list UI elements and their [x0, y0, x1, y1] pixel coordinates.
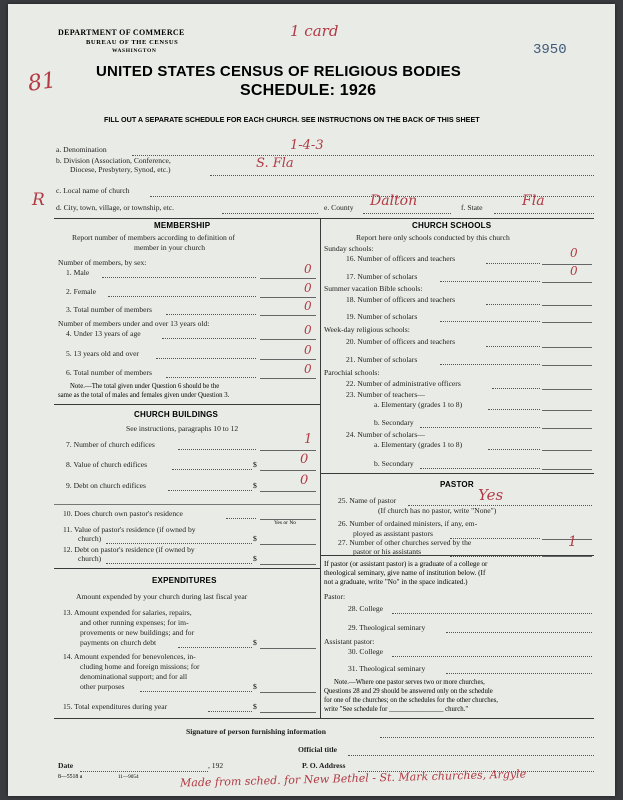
q14-field[interactable]: [260, 680, 316, 693]
local-name-label: c. Local name of church: [56, 186, 130, 195]
q17-label: 17. Number of scholars: [346, 272, 418, 281]
q23-label: 23. Number of teachers—: [346, 390, 425, 399]
q18-leader: [486, 304, 540, 305]
po-address-label: P. O. Address: [302, 761, 346, 770]
summer-schools-label: Summer vacation Bible schools:: [324, 284, 423, 293]
q11-label: 11. Value of pastor's residence (if owned by: [63, 525, 196, 534]
q7-label: 7. Number of church edifices: [66, 440, 155, 449]
q24b-label: b. Secondary: [374, 459, 414, 468]
schools-intro: Report here only schools conducted by this church: [356, 233, 510, 242]
q24a-leader: [488, 449, 540, 450]
graduate-intro-3: not a graduate, write "No" in the space indicated.): [324, 578, 468, 586]
q15-dollar: $: [253, 702, 257, 711]
q23b-leader: [420, 427, 540, 428]
signature-label: Signature of person furnishing information: [186, 727, 326, 736]
q16-field[interactable]: [542, 252, 592, 265]
q20-leader: [486, 346, 540, 347]
denomination-line: [132, 155, 594, 156]
division-value: S. Fla: [256, 156, 294, 171]
q25-note: (If church has no pastor, write "None"): [378, 506, 497, 515]
state-label: f. State: [461, 203, 483, 212]
q24b-field[interactable]: [542, 457, 592, 470]
q23a-leader: [488, 409, 540, 410]
q18-label: 18. Number of officers and teachers: [346, 295, 456, 304]
q17-field[interactable]: [542, 270, 592, 283]
q23a-label: a. Elementary (grades 1 to 8): [374, 400, 463, 409]
q16-label: 16. Number of officers and teachers: [346, 254, 456, 263]
rule-residence: [54, 504, 320, 505]
q9-dollar: $: [253, 481, 257, 490]
q14-line-4: other purposes: [80, 682, 125, 691]
bottom-rule: [54, 718, 594, 719]
q9-value: 0: [300, 473, 309, 488]
q26-label: 26. Number of ordained ministers, if any, em-: [338, 519, 478, 528]
q26-label-2: ployed as assistant pastors: [353, 529, 433, 538]
county-line: [363, 213, 451, 214]
q21-field[interactable]: [542, 353, 592, 366]
membership-note: Note.—The total given under Question 6 should be the: [70, 383, 220, 390]
date-field[interactable]: [80, 771, 208, 772]
members-by-sex-label: Number of members, by sex:: [58, 258, 147, 267]
q14-leader: [140, 691, 252, 692]
graduate-intro-2: theological seminary, give name of institution below. (If: [324, 569, 486, 577]
q5-leader: [156, 358, 256, 359]
weekday-schools-label: Week-day religious schools:: [324, 325, 410, 334]
q3-leader: [166, 314, 256, 315]
city-line: [222, 213, 318, 214]
city-label: WASHINGTON: [112, 48, 157, 54]
q27-field[interactable]: [542, 544, 592, 557]
q19-field[interactable]: [542, 310, 592, 323]
pastor-note: Note.—Where one pastor serves two or more churches,: [334, 679, 485, 686]
members-by-age-label: Number of members under and over 13 years old:: [58, 319, 210, 328]
q1-leader: [102, 277, 256, 278]
membership-intro-2: member in your church: [134, 243, 206, 252]
q15-label: 15. Total expenditures during year: [63, 702, 168, 711]
q23a-field[interactable]: [542, 398, 592, 411]
q23b-field[interactable]: [542, 416, 592, 429]
q2-value: 0: [304, 281, 312, 295]
q22-label: 22. Number of administrative officers: [346, 379, 461, 388]
buildings-intro: See instructions, paragraphs 10 to 12: [126, 424, 239, 433]
q24a-field[interactable]: [542, 438, 592, 451]
q27-label: 27. Number of other churches served by the: [338, 538, 472, 547]
q27-leader: [450, 556, 540, 557]
pastor-note-4: write "See schedule for ________________ church.": [324, 706, 469, 713]
q9-leader: [168, 490, 252, 491]
expenditures-intro: Amount expended by your church during last fiscal year: [76, 592, 248, 601]
denomination-value: 1-4-3: [290, 138, 324, 153]
expenditures-heading: EXPENDITURES: [152, 576, 217, 585]
membership-heading: MEMBERSHIP: [154, 221, 211, 230]
bureau-label: BUREAU OF THE CENSUS: [86, 39, 179, 46]
form-number: 8—5518 a: [58, 774, 83, 780]
q2-leader: [108, 296, 256, 297]
q8-label: 8. Value of church edifices: [66, 460, 148, 469]
q19-leader: [440, 321, 540, 322]
q14-line-2: cluding home and foreign missions; for: [80, 662, 200, 671]
q29-label: 29. Theological seminary: [348, 623, 426, 632]
state-line: [494, 213, 594, 214]
q10-leader: [226, 518, 256, 519]
q27-label-2: pastor or his assistants: [353, 547, 422, 556]
q12-label-2: church): [78, 554, 102, 563]
county-value: Dalton: [370, 193, 418, 209]
membership-intro: Report number of members according to definition of: [72, 233, 236, 242]
rule-buildings: [54, 404, 320, 405]
q10-label: 10. Does church own pastor's residence: [63, 509, 183, 518]
buildings-heading: CHURCH BUILDINGS: [134, 410, 219, 419]
q17-value: 0: [570, 264, 578, 278]
q13-leader: [178, 647, 252, 648]
q4-leader: [162, 338, 256, 339]
q13-line-3: provements or new buildings; and for: [80, 628, 195, 637]
q14-line-3: denominational support; and for all: [80, 672, 188, 681]
q24b-leader: [420, 468, 540, 469]
print-number: 11—9054: [118, 774, 139, 780]
q8-leader: [172, 469, 252, 470]
q25-value: Yes: [478, 486, 504, 504]
q8-value: 0: [300, 452, 309, 467]
q12-label: 12. Debt on pastor's residence (if owned by: [63, 545, 195, 554]
q22-field[interactable]: [542, 377, 592, 390]
q14-dollar: $: [253, 682, 257, 691]
q15-field[interactable]: [260, 700, 316, 713]
q21-leader: [440, 364, 540, 365]
q24a-label: a. Elementary (grades 1 to 8): [374, 440, 463, 449]
q6-value: 0: [304, 362, 312, 376]
q11-dollar: $: [253, 534, 257, 543]
q23b-label: b. Secondary: [374, 418, 414, 427]
q1-label: 1. Male: [66, 268, 90, 277]
q8-dollar: $: [253, 460, 257, 469]
hand-r-mark: R: [32, 190, 45, 210]
q25-label: 25. Name of pastor: [338, 496, 397, 505]
q12-leader: [106, 563, 252, 564]
q12-dollar: $: [253, 554, 257, 563]
q2-label: 2. Female: [66, 287, 96, 296]
instruction-line: FILL OUT A SEPARATE SCHEDULE FOR EACH CHURCH. SEE INSTRUCTIONS ON THE BACK OF THIS SHEET: [104, 115, 480, 124]
schools-heading: CHURCH SCHOOLS: [412, 221, 492, 230]
official-title-label: Official title: [298, 745, 338, 754]
q31-field[interactable]: [446, 673, 592, 674]
date-label: Date: [58, 761, 74, 770]
pastor-note-3: for one of the churches; on the schedules for the other churches,: [324, 697, 499, 704]
division-line: [210, 175, 594, 176]
division-label: b. Division (Association, Conference,: [56, 156, 171, 165]
q26-field[interactable]: [542, 527, 592, 540]
q16-value: 0: [570, 246, 578, 260]
signature-field[interactable]: [380, 737, 594, 738]
q11-field[interactable]: [260, 532, 316, 545]
q31-label: 31. Theological seminary: [348, 664, 426, 673]
q13-line-4: payments on church debt: [80, 638, 157, 647]
pastor-note-2: Questions 28 and 29 should be answered only on the schedule: [324, 688, 493, 695]
q7-value: 1: [304, 432, 313, 447]
q5-value: 0: [304, 343, 312, 357]
hand-card-note: 1 card: [290, 22, 339, 40]
form-title: UNITED STATES CENSUS OF RELIGIOUS BODIES: [96, 63, 461, 80]
q4-label: 4. Under 13 years of age: [66, 329, 141, 338]
q13-line-2: and other running expenses; for im-: [80, 618, 189, 627]
membership-note-2: same as the total of males and females given under Question 3.: [58, 392, 230, 399]
assistant-pastor-label: Assistant pastor:: [324, 637, 375, 646]
q10-field[interactable]: [260, 507, 316, 520]
q28-label: 28. College: [348, 604, 384, 613]
q14-line-1: 14. Amount expended for benevolences, in-: [63, 652, 196, 661]
q15-leader: [208, 711, 252, 712]
department-label: DEPARTMENT OF COMMERCE: [58, 28, 185, 37]
q27-value: 1: [568, 534, 577, 550]
official-title-field[interactable]: [348, 755, 594, 756]
q30-label: 30. College: [348, 647, 384, 656]
q29-field[interactable]: [446, 632, 592, 633]
county-label: e. County: [324, 203, 354, 212]
year-label: , 192: [208, 761, 224, 770]
q11-label-2: church): [78, 534, 102, 543]
pastor-sub-label: Pastor:: [324, 592, 346, 601]
state-value: Fla: [522, 193, 545, 209]
q3-label: 3. Total number of members: [66, 305, 153, 314]
q6-leader: [166, 377, 256, 378]
q13-field[interactable]: [260, 636, 316, 649]
top-rule: [54, 218, 594, 219]
q30-field[interactable]: [392, 656, 592, 657]
center-rule: [320, 218, 321, 718]
q5-label: 5. 13 years old and over: [66, 349, 139, 358]
q9-label: 9. Debt on church edifices: [66, 481, 146, 490]
q22-leader: [492, 388, 540, 389]
city-town-label: d. City, town, village, or township, etc.: [56, 203, 175, 212]
q20-field[interactable]: [542, 335, 592, 348]
parochial-schools-label: Parochial schools:: [324, 368, 380, 377]
pastor-heading: PASTOR: [440, 480, 474, 489]
q16-leader: [486, 263, 540, 264]
q24-label: 24. Number of scholars—: [346, 430, 425, 439]
q18-field[interactable]: [542, 293, 592, 306]
hand-number: 81: [26, 68, 58, 97]
q21-label: 21. Number of scholars: [346, 355, 418, 364]
q7-leader: [178, 449, 256, 450]
q28-field[interactable]: [392, 613, 592, 614]
q17-leader: [440, 281, 540, 282]
q19-label: 19. Number of scholars: [346, 312, 418, 321]
q3-value: 0: [304, 299, 312, 313]
rule-expenditures: [54, 568, 320, 569]
sunday-schools-label: Sunday schools:: [324, 244, 374, 253]
yes-no-hint: Yes or No: [274, 520, 297, 526]
q4-value: 0: [304, 323, 312, 337]
q20-label: 20. Number of officers and teachers: [346, 337, 456, 346]
rule-pastor: [320, 473, 594, 474]
q13-dollar: $: [253, 638, 257, 647]
graduate-intro: If pastor (or assistant pastor) is a graduate of a college or: [324, 560, 488, 568]
denomination-label: a. Denomination: [56, 145, 107, 154]
schedule-title: SCHEDULE: 1926: [240, 82, 377, 99]
q1-value: 0: [304, 262, 312, 276]
q13-line-1: 13. Amount expended for salaries, repairs,: [63, 608, 192, 617]
handwritten-footer-note: Made from sched. for New Bethel - St. Mark churches, Argyle: [179, 767, 527, 790]
q11-leader: [106, 543, 252, 544]
q6-label: 6. Total number of members: [66, 368, 153, 377]
stamp-number: 3950: [533, 42, 567, 58]
q12-field[interactable]: [260, 552, 316, 565]
division-label-2: Diocese, Presbytery, Synod, etc.): [70, 165, 171, 174]
census-schedule-sheet: [8, 4, 615, 796]
